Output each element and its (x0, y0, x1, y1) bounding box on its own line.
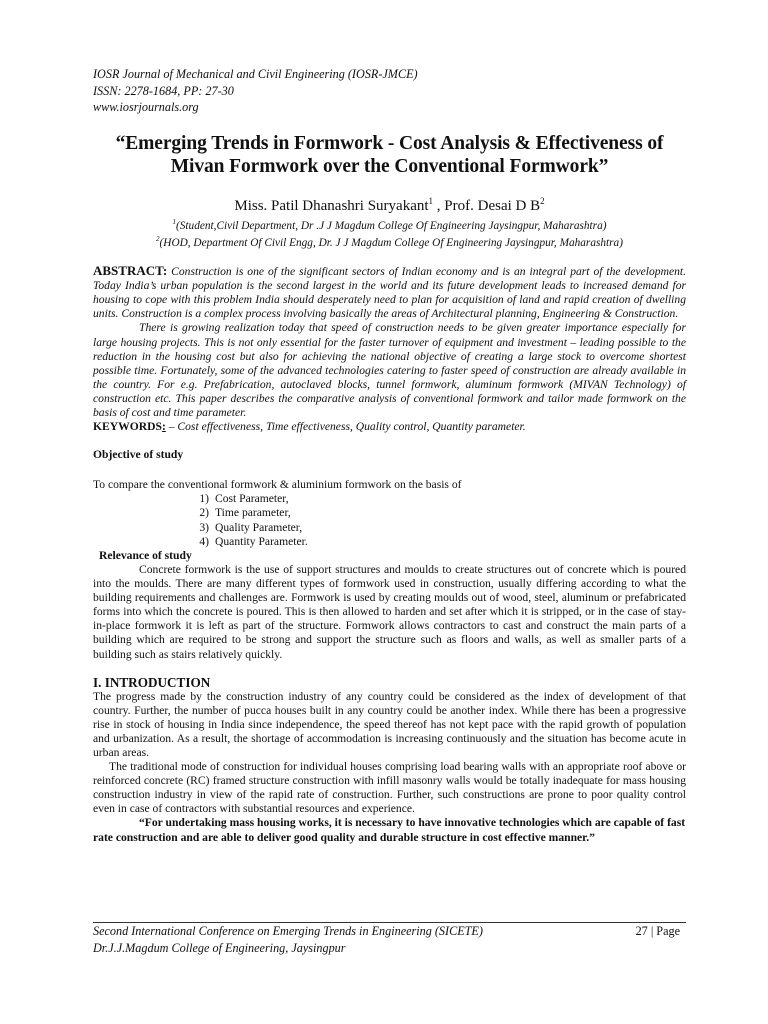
list-item-number: 2) (199, 506, 209, 520)
footer-college-line (93, 940, 686, 957)
abstract-label: ABSTRACT: (93, 263, 168, 279)
list-item-number: 3) (199, 520, 209, 534)
author-1-sup: 1 (428, 195, 434, 206)
abstract-paragraph-1: Construction is one of the significant sectors of Indian economy and is an integral part of the development. Today India’s urban population is the second largest in the world and its future development leads to increased demand for housing to cope with this problem India should desperately need to plan for acquisition of land and rapid creation of dwelling units. Construction is a complex process involving basically the areas of Architectural planning, Engineering & Construction. (93, 265, 687, 321)
relevance-paragraph: Concrete formwork is the use of support structures and moulds to create structures out of concrete which is poured into the moulds. There are many different types of formwork used in construction, usually differing according to what the building requirements and challenges are. Formwork is used by creating moulds out of wood, steel, aluminum or prefabricated forms into which the concrete is poured. This is then allowed to harden and set after which it is stripped, or in the case of stay-in-place formwork it is left as part of the structure. Formwork allows contractors to cast and construct the main parts of a building which are required to be strong and support the structure such as floors and walls, as well as smaller parts of a building such as stairs relatively quickly. (93, 562, 686, 661)
parameter-list (93, 492, 686, 549)
introduction-heading: I. INTRODUCTION (93, 674, 211, 690)
author-2-sup: 2 (540, 195, 545, 206)
list-item-text: Time parameter, (215, 506, 291, 520)
journal-header (93, 66, 686, 116)
page-footer (93, 922, 686, 957)
author-line (93, 192, 686, 215)
page-number: 27 | Page (635, 924, 680, 938)
affiliation-2-sup: 2 (156, 235, 160, 244)
journal-name: IOSR Journal of Mechanical and Civil Engineering (IOSR-JMCE) (93, 67, 418, 81)
journal-website: www.iosrjournals.org (93, 100, 199, 114)
affiliation-2-text: (HOD, Department Of Civil Engg, Dr. J J Magdum College Of Engineering Jaysingpur, Maharashtra) (159, 237, 623, 250)
keywords-label: KEYWORDS (93, 420, 162, 434)
list-item-number: 4) (199, 534, 209, 548)
author-separator: , (433, 197, 445, 214)
keywords-text: – Cost effectiveness, Time effectiveness, Quality control, Quantity parameter. (165, 420, 526, 434)
keywords-colon: : (161, 420, 166, 434)
list-item-text: Cost Parameter, (215, 492, 289, 506)
list-item (93, 492, 686, 506)
objective-heading: Objective of study (93, 448, 184, 462)
author-2-name: Prof. Desai D B (444, 197, 541, 214)
list-item-text: Quantity Parameter. (215, 534, 308, 548)
footer-conference: Second International Conference on Emerging Trends in Engineering (SICETE) (93, 924, 483, 938)
abstract-paragraph-2: There is growing realization today that speed of construction needs to be given greater importance especially for large housing projects. This is not only essential for the faster turnover of equipment and investment – leading possible to the reduction in the housing cost but also for achieving the national objective of creating a large stock to overcome shortest possible time. Fortunately, some of the advanced technologies catering to faster speed of construction are already available in the country. For e.g. Prefabrication, autoclaved blocks, tunnel formwork, aluminum formwork (MIVAN Technology) of construction etc. This paper describes the comparative analysis of conventional formwork and tailor made formwork on the basis of cost and time parameter. (93, 321, 686, 419)
footer-conference-line (93, 923, 686, 940)
affiliation-2 (93, 232, 686, 250)
introduction-quote: “For undertaking mass housing works, it is necessary to have innovative technologies which are capable of fast rate construction and are able to deliver good quality and durable structure in cost effective manner.” (93, 816, 686, 844)
affiliation-1-sup: 1 (172, 217, 176, 226)
footer-college: Dr.J.J.Magdum College of Engineering, Jaysingpur (93, 941, 346, 955)
abstract-section (93, 264, 686, 420)
journal-issn: ISSN: 2278-1684, PP: 27-30 (93, 83, 234, 98)
author-1-name: Miss. Patil Dhanashri Suryakant (234, 197, 429, 214)
list-item-text: Quality Parameter, (215, 520, 303, 534)
affiliation-1-text: (Student,Civil Department, Dr .J J Magdum College Of Engineering Jaysingpur, Maharashtra) (176, 219, 607, 232)
relevance-heading: Relevance of study (99, 548, 192, 562)
affiliation-1 (93, 215, 686, 233)
paper-page (93, 66, 686, 845)
keywords-line (93, 420, 686, 434)
introduction-paragraph-1: The progress made by the construction industry of any country could be considered as the index of development of that country. Further, the number of pucca houses built in any country could be another index. While there has been a progressive rise in stock of housing in India since independence, the speed thereof has not kept pace with the rapid growth of population and urbanization. As a result, the shortage of accommodation is increasing continuously and the situation has become acute in urban areas. (93, 689, 686, 759)
list-item (93, 521, 686, 535)
list-item-number: 1) (199, 492, 209, 506)
objective-intro: To compare the conventional formwork & aluminium formwork on the basis of (93, 478, 462, 492)
list-item (93, 535, 686, 549)
list-item (93, 506, 686, 520)
introduction-paragraph-2: The traditional mode of construction for individual houses comprising load bearing walls with an appropriate roof above or reinforced concrete (RC) framed structure construction with infill masonry walls would be totally inadequate for mass housing construction industry in view of the rapid rate of construction. Further, such constructions are prone to poor quality control even in case of contractors with substantial resources and experience. (93, 760, 686, 816)
paper-title: “Emerging Trends in Formwork - Cost Analysis & Effectiveness of Mivan Formwork over the Conventional Formwork” (115, 132, 664, 177)
